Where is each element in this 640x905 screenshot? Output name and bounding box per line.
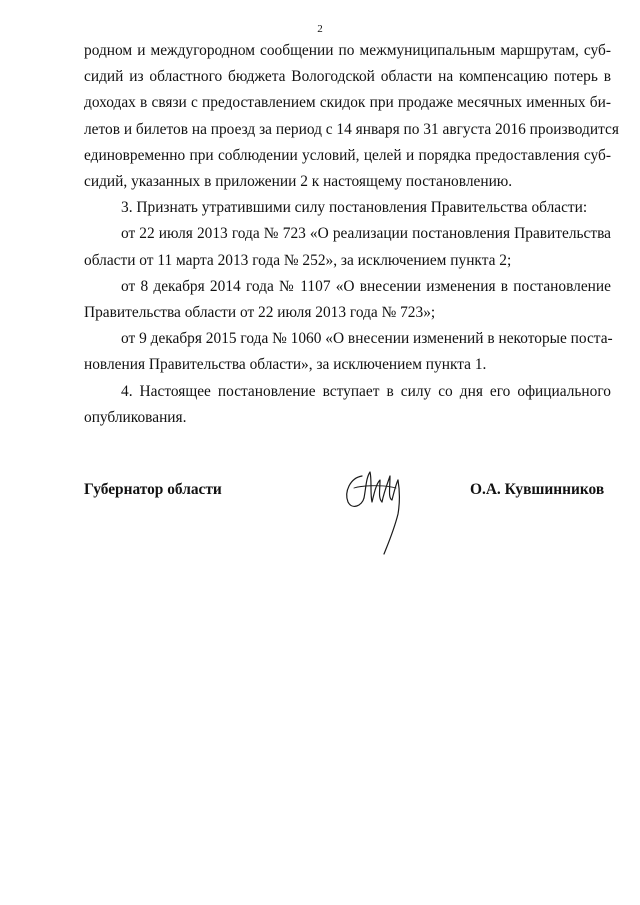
page-number: 2 — [317, 23, 323, 35]
paragraph-repeal-1060 — [84, 326, 611, 378]
text-line: области от 11 марта 2013 года № 252», за исключением пункта 2; — [84, 251, 512, 269]
text-line: родном и междугородном сообщении по межмуниципальным маршрутам, суб- — [84, 42, 611, 59]
text-line: доходах в связи с предоставлением скидок при продаже месячных именных би- — [84, 94, 611, 112]
text-line: опубликования. — [84, 408, 187, 426]
text-line: сидий, указанных в приложении 2 к настоящему постановлению. — [84, 173, 513, 191]
paragraph-repeal-723 — [84, 221, 611, 273]
text-line: от 9 декабря 2015 года № 1060 «О внесении изменений в некоторые поста- — [121, 330, 613, 348]
signatory-title: Губернатор области — [84, 481, 222, 498]
paragraph-clause-4 — [84, 379, 611, 431]
text-line: от 8 декабря 2014 года № 1107 «О внесении изменения в постановление — [121, 277, 611, 295]
signatory-name: О.А. Кувшинников — [470, 481, 605, 498]
paragraph-clause-3 — [84, 195, 611, 221]
text-line: новления Правительства области», за исключением пункта 1. — [84, 356, 487, 374]
text-line: летов и билетов на проезд за период с 14 января по 31 августа 2016 производится — [84, 120, 619, 138]
text-line: сидий из областного бюджета Вологодской области на компенсацию потерь в — [84, 68, 611, 86]
document-body — [84, 38, 619, 431]
text-line: 4. Настоящее постановление вступает в силу со дня его официального — [121, 382, 611, 400]
text-line: от 22 июля 2013 года № 723 «О реализации постановления Правительства — [121, 225, 611, 243]
text-line: 3. Признать утратившими силу постановления Правительства области: — [121, 199, 588, 217]
text-line: Правительства области от 22 июля 2013 года № 723»; — [84, 304, 436, 322]
text-line: единовременно при соблюдении условий, целей и порядка предоставления суб- — [84, 146, 611, 164]
handwritten-signature — [340, 458, 420, 558]
paragraph-repeal-1107 — [84, 274, 611, 326]
paragraph-subsidy-payment — [84, 38, 619, 195]
